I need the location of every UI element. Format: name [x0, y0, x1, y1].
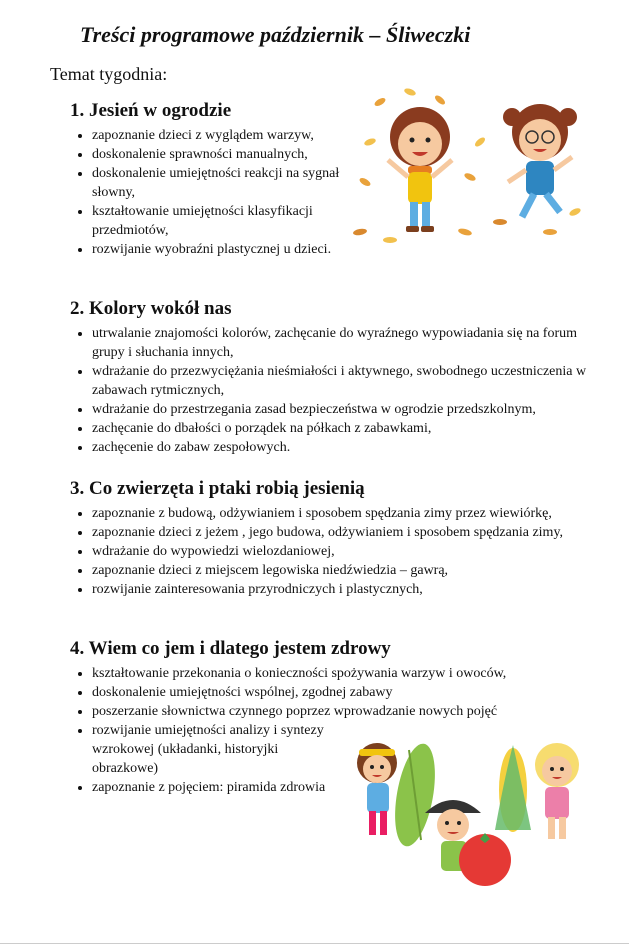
- list-item: • zapoznanie dzieci z wyglądem warzyw,: [92, 126, 340, 145]
- vegetable-kids-illustration: [345, 735, 590, 895]
- bullet-list: [70, 126, 340, 259]
- list-item: • doskonalenie umiejętności wspólnej, zgodnej zabawy: [92, 683, 590, 702]
- list-item: • rozwijanie umiejętności analizy i syntezy wzrokowej (układanki, historyjki obrazkowe): [92, 721, 342, 778]
- list-item: • doskonalenie sprawności manualnych,: [92, 145, 340, 164]
- list-item: • zachęcenie do zabaw zespołowych.: [92, 438, 600, 457]
- list-item: • utrwalanie znajomości kolorów, zachęcanie do wyraźnego wypowiadania się na forum grupy i słuchania innych,: [92, 324, 600, 362]
- autumn-kids-illustration: [350, 82, 590, 252]
- list-item: • kształtowanie umiejętności klasyfikacji przedmiotów,: [92, 202, 340, 240]
- girl-blonde-figure: [535, 743, 579, 839]
- bullet-list: [70, 324, 600, 457]
- list-item: • zapoznanie dzieci z miejscem legowiska niedźwiedzia – gawrą,: [92, 561, 600, 580]
- page-title: Treści programowe październik – Śliweczki: [80, 22, 471, 47]
- list-item: • kształtowanie przekonania o konieczności spożywania warzyw i owoców,: [92, 664, 590, 683]
- list-item: • rozwijanie wyobraźni plastycznej u dzieci.: [92, 240, 340, 259]
- corn-illustration: [495, 745, 531, 832]
- boy-figure: [388, 107, 452, 232]
- list-item: • zapoznanie dzieci z jeżem , jego budowa, odżywianiem i sposobem spędzania zimy,: [92, 523, 600, 542]
- list-item: • zapoznanie z pojęciem: piramida zdrowia: [92, 778, 342, 797]
- tomato-illustration: [459, 833, 511, 886]
- section-heading: 4. Wiem co jem i dlatego jestem zdrowy: [70, 638, 391, 659]
- section-2: [70, 298, 600, 457]
- list-item: • doskonalenie umiejętności reakcji na sygnał słowny,: [92, 164, 340, 202]
- list-item: • wdrażanie do przestrzegania zasad bezpieczeństwa w ogrodzie przedszkolnym,: [92, 400, 600, 419]
- zucchini-illustration: [388, 741, 442, 850]
- section-heading: 3. Co zwierzęta i ptaki robią jesienią: [70, 478, 365, 499]
- bullet-list: [70, 504, 600, 599]
- list-item: • poszerzanie słownictwa czynnego poprzez wprowadzanie nowych pojęć: [92, 702, 590, 721]
- list-item: • zachęcanie do dbałości o porządek na półkach z zabawkami,: [92, 419, 600, 438]
- list-item: • wdrażanie do przezwyciężania nieśmiałości i aktywnego, swobodnego uczestniczenia w zabawach rytmicznych,: [92, 362, 600, 400]
- girl-figure: [503, 104, 577, 217]
- list-item: • rozwijanie zainteresowania przyrodniczych i plastycznych,: [92, 580, 600, 599]
- list-item: • wdrażanie do wypowiedzi wielozdaniowej,: [92, 542, 600, 561]
- section-heading: 1. Jesień w ogrodzie: [70, 100, 232, 121]
- page-subtitle: Temat tygodnia:: [50, 64, 168, 84]
- list-item: • zapoznanie z budową, odżywianiem i sposobem spędzania zimy przez wiewiórkę,: [92, 504, 600, 523]
- girl-headband-figure: [357, 743, 397, 835]
- section-3: [70, 478, 600, 599]
- section-heading: 2. Kolory wokół nas: [70, 298, 232, 319]
- section-1: [70, 100, 340, 259]
- page-bottom-border: [0, 943, 629, 944]
